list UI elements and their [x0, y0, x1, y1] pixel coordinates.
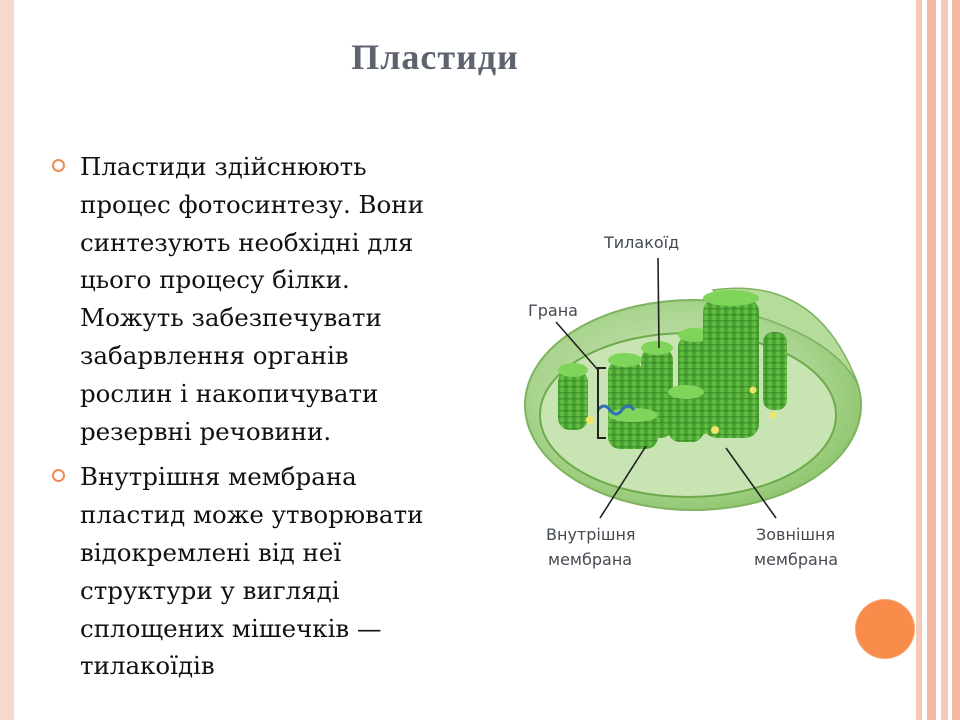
- decorative-orange-circle: [856, 600, 914, 658]
- bullet-line: резервні речовини.: [80, 416, 332, 446]
- label-inner-membrane-line2: мембрана: [548, 550, 633, 569]
- slide-content: [50, 148, 500, 693]
- bullet-item-plastid-functions: [50, 148, 500, 450]
- right-border-stripes: [912, 0, 960, 720]
- bullet-line: цього процесу білки.: [80, 265, 350, 295]
- label-thylakoid: Тилакоїд: [604, 233, 680, 252]
- bullet-circle-icon: [52, 469, 65, 482]
- bullet-circle-icon: [52, 159, 65, 172]
- label-grana: Грана: [528, 301, 578, 320]
- left-border-decoration: [0, 0, 14, 720]
- bullet-line: тилакоїдів: [80, 651, 215, 681]
- chloroplast-illustration: [518, 220, 868, 580]
- bullet-line: сплощених мішечків —: [80, 613, 382, 643]
- label-outer-membrane-line2: мембрана: [754, 550, 839, 569]
- label-outer-membrane-line1: Зовнішня: [756, 525, 836, 544]
- bullet-line: відокремлені від неї: [80, 537, 342, 567]
- bullet-line: пластид може утворювати: [80, 500, 424, 530]
- bullet-item-inner-membrane: [50, 458, 500, 685]
- bullet-line: забарвлення органів: [80, 340, 349, 370]
- bullet-line: Внутрішня мембрана: [80, 462, 357, 492]
- chloroplast-diagram: [518, 220, 868, 580]
- bullet-line: Пластиди здійснюють: [80, 152, 367, 181]
- bullet-line: рослин і накопичувати: [80, 378, 379, 408]
- slide-title: Пластиди: [351, 37, 519, 77]
- bullet-line: структури у вигляді: [80, 575, 340, 605]
- label-inner-membrane-line1: Внутрішня: [546, 525, 636, 544]
- bullet-text: [80, 148, 500, 450]
- bullet-line: процес фотосинтезу. Вони: [80, 189, 424, 219]
- bullet-text: [80, 458, 500, 685]
- bullet-line: Можуть забезпечувати: [80, 303, 382, 333]
- bullet-line: синтезують необхідні для: [80, 227, 414, 257]
